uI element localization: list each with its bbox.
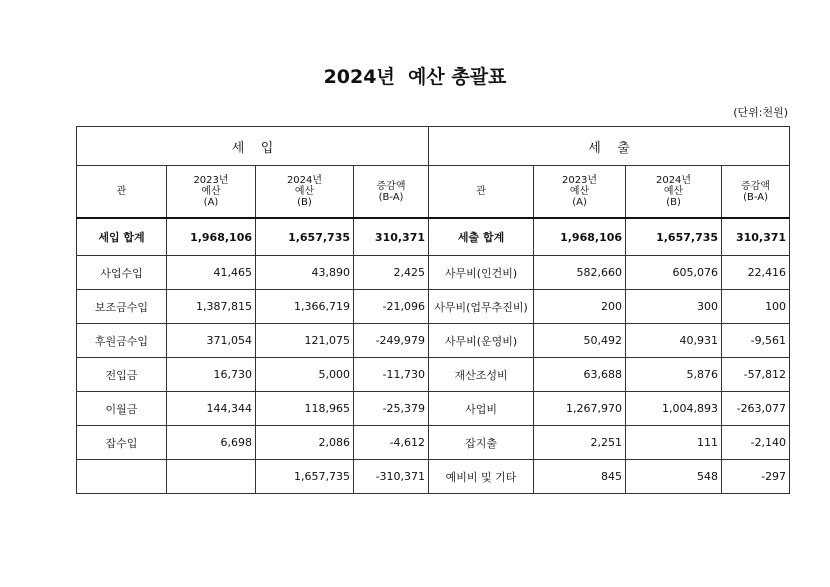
expense-category-cell: 잡지출 — [429, 426, 534, 460]
income-category-cell: 보조금수입 — [77, 290, 167, 324]
expense-value-cell: -57,812 — [722, 358, 790, 392]
income-value-cell: 144,344 — [167, 392, 256, 426]
expense-value-cell: -9,561 — [722, 324, 790, 358]
table-row — [77, 460, 790, 494]
expense-header-category: 관 — [429, 166, 534, 219]
expense-category-cell: 사무비(운영비) — [429, 324, 534, 358]
expense-category-cell: 사업비 — [429, 392, 534, 426]
income-category-cell: 세입 합계 — [77, 218, 167, 256]
table-row — [77, 426, 790, 460]
income-category-cell: 후원금수입 — [77, 324, 167, 358]
expense-value-cell: 582,660 — [534, 256, 626, 290]
unit-label: (단위:천원) — [733, 106, 788, 119]
expense-value-cell: 1,004,893 — [626, 392, 722, 426]
income-section-header: 세 입 — [77, 127, 429, 166]
expense-header-2024: 2024년 예산 (B) — [626, 166, 722, 219]
expense-value-cell: 605,076 — [626, 256, 722, 290]
expense-category-cell: 예비비 및 기타 — [429, 460, 534, 494]
column-header-row — [77, 166, 790, 219]
expense-value-cell: 1,968,106 — [534, 218, 626, 256]
income-value-cell: 43,890 — [256, 256, 354, 290]
table-row — [77, 392, 790, 426]
income-value-cell: 118,965 — [256, 392, 354, 426]
page-title: 2024년 예산 총괄표 — [323, 66, 507, 88]
income-header-2024: 2024년 예산 (B) — [256, 166, 354, 219]
income-value-cell: 5,000 — [256, 358, 354, 392]
section-header-row — [77, 127, 790, 166]
expense-value-cell: 1,267,970 — [534, 392, 626, 426]
expense-value-cell: 5,876 — [626, 358, 722, 392]
expense-value-cell: 548 — [626, 460, 722, 494]
expense-category-cell: 사무비(인건비) — [429, 256, 534, 290]
table-row — [77, 256, 790, 290]
expense-value-cell: 111 — [626, 426, 722, 460]
expense-value-cell: -2,140 — [722, 426, 790, 460]
expense-value-cell: 1,657,735 — [626, 218, 722, 256]
income-value-cell: -11,730 — [354, 358, 429, 392]
expense-value-cell: 300 — [626, 290, 722, 324]
total-row — [77, 218, 790, 256]
income-value-cell: 1,968,106 — [167, 218, 256, 256]
income-value-cell: -25,379 — [354, 392, 429, 426]
expense-value-cell: -297 — [722, 460, 790, 494]
expense-value-cell: 40,931 — [626, 324, 722, 358]
expense-value-cell: 100 — [722, 290, 790, 324]
expense-value-cell: 310,371 — [722, 218, 790, 256]
expense-value-cell: 50,492 — [534, 324, 626, 358]
expense-value-cell: 845 — [534, 460, 626, 494]
table-row — [77, 324, 790, 358]
income-value-cell: 1,387,815 — [167, 290, 256, 324]
expense-value-cell: -263,077 — [722, 392, 790, 426]
income-header-category: 관 — [77, 166, 167, 219]
budget-summary-table — [76, 126, 790, 494]
income-category-cell: 전입금 — [77, 358, 167, 392]
income-category-cell: 사업수입 — [77, 256, 167, 290]
income-value-cell: 16,730 — [167, 358, 256, 392]
income-category-cell: 이월금 — [77, 392, 167, 426]
income-value-cell: 1,657,735 — [256, 460, 354, 494]
expense-value-cell: 200 — [534, 290, 626, 324]
income-value-cell: 2,086 — [256, 426, 354, 460]
income-header-2023: 2023년 예산 (A) — [167, 166, 256, 219]
income-value-cell: 371,054 — [167, 324, 256, 358]
expense-category-cell: 세출 합계 — [429, 218, 534, 256]
income-value-cell: 6,698 — [167, 426, 256, 460]
expense-category-cell: 사무비(업무추진비) — [429, 290, 534, 324]
income-value-cell: -21,096 — [354, 290, 429, 324]
expense-value-cell: 2,251 — [534, 426, 626, 460]
income-header-change: 증감액 (B-A) — [354, 166, 429, 219]
expense-value-cell: 63,688 — [534, 358, 626, 392]
income-value-cell: -310,371 — [354, 460, 429, 494]
income-value-cell: 121,075 — [256, 324, 354, 358]
table-row — [77, 290, 790, 324]
income-category-cell: 잡수입 — [77, 426, 167, 460]
income-value-cell: -249,979 — [354, 324, 429, 358]
income-value-cell — [167, 460, 256, 494]
expense-value-cell: 22,416 — [722, 256, 790, 290]
expense-header-2023: 2023년 예산 (A) — [534, 166, 626, 219]
income-category-cell — [77, 460, 167, 494]
income-value-cell: 1,657,735 — [256, 218, 354, 256]
income-value-cell: 310,371 — [354, 218, 429, 256]
income-value-cell: 2,425 — [354, 256, 429, 290]
income-value-cell: 1,366,719 — [256, 290, 354, 324]
income-value-cell: 41,465 — [167, 256, 256, 290]
expense-header-change: 증감액 (B-A) — [722, 166, 790, 219]
table-row — [77, 358, 790, 392]
expense-section-header: 세 출 — [429, 127, 790, 166]
expense-category-cell: 재산조성비 — [429, 358, 534, 392]
income-value-cell: -4,612 — [354, 426, 429, 460]
